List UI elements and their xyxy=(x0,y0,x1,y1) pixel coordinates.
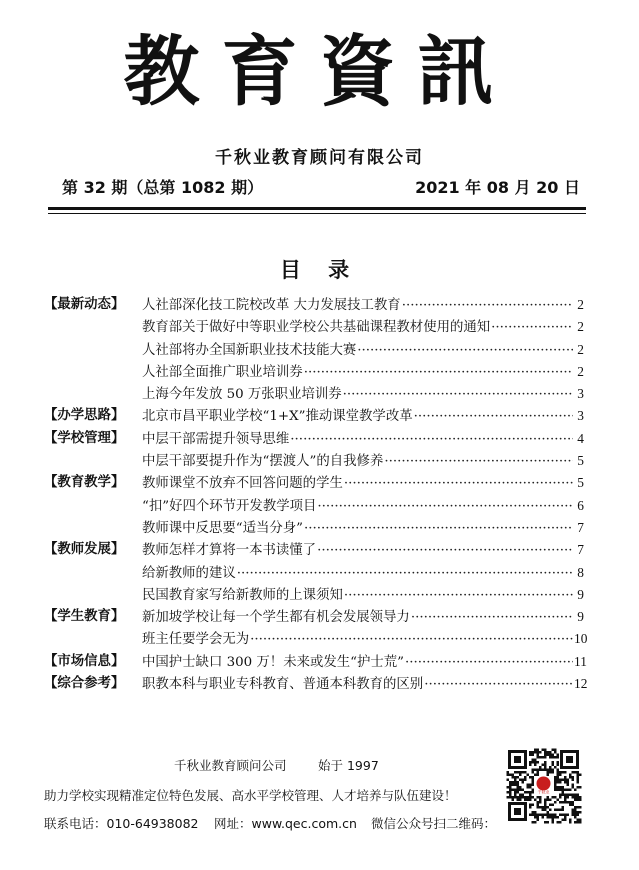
toc-entry-title[interactable]: 中层干部需提升领导思维 xyxy=(142,431,290,447)
toc-entry-title[interactable]: 班主任要学会无为 xyxy=(142,632,250,648)
leader-dots xyxy=(384,451,573,473)
leader-dots xyxy=(344,473,573,495)
toc-category: 【学校管理】 xyxy=(44,430,125,446)
toc-page-number: 4 xyxy=(577,430,584,446)
footer-wechat: 微信公众号扫二维码： xyxy=(371,816,497,831)
toc-category: 【办学思路】 xyxy=(44,408,125,424)
masthead-title: 教育資訊 xyxy=(123,27,516,116)
toc-category: 【学生教育】 xyxy=(44,609,125,625)
leader-dots xyxy=(250,629,573,651)
footer-website[interactable]: 网址：www.qec.com.cn xyxy=(214,816,357,831)
header-rule-thin xyxy=(48,213,586,214)
toc-row[interactable] xyxy=(44,584,584,606)
toc-entry-title[interactable]: 新加坡学校让每一个学生都有机会发展领导力 xyxy=(142,610,410,626)
toc-category: 【教师发展】 xyxy=(44,542,125,558)
toc-page-number: 5 xyxy=(577,475,584,491)
toc-entry-title[interactable]: 教师怎样才算将一本书读懂了 xyxy=(142,543,317,559)
logo-icon xyxy=(537,777,551,791)
toc-page-number: 7 xyxy=(577,519,584,535)
toc-page-number: 2 xyxy=(577,297,584,312)
leader-dots xyxy=(411,607,573,629)
footer-company: 千秋业教育顾问公司 xyxy=(174,758,287,773)
toc-entry-title[interactable]: 职教本科与职业专科教育、普通本科教育的区别 xyxy=(142,677,424,693)
footer-since: 始于 1997 xyxy=(318,758,379,773)
leader-dots xyxy=(304,518,573,540)
toc-entry-title[interactable]: 上海今年发放 50 万张职业培训券 xyxy=(142,387,342,403)
toc-category: 【教育教学】 xyxy=(44,475,125,491)
leader-dots xyxy=(414,406,573,428)
leader-dots xyxy=(405,652,573,674)
issue-date: 2021 年 08 月 20 日 xyxy=(415,178,580,197)
toc-page-number: 2 xyxy=(577,363,584,379)
toc-row[interactable] xyxy=(44,495,584,517)
toc-entry-title[interactable]: 给新教师的建议 xyxy=(142,565,236,581)
toc-page-number: 2 xyxy=(577,319,584,335)
toc-row[interactable] xyxy=(44,673,588,695)
qr-logo-text: 千秋业 xyxy=(537,789,550,795)
table-of-contents xyxy=(44,294,588,695)
toc-entry-title[interactable]: 人社部全面推广职业培训券 xyxy=(142,364,303,380)
toc-row[interactable] xyxy=(44,428,584,450)
toc-title: 目 录 xyxy=(279,258,360,282)
toc-category: 【综合参考】 xyxy=(44,676,125,692)
toc-row[interactable] xyxy=(44,539,584,561)
toc-row[interactable] xyxy=(44,383,584,405)
toc-row[interactable] xyxy=(44,517,584,539)
toc-page-number: 2 xyxy=(577,341,584,357)
toc-entry-title[interactable]: “扣”好四个环节开发教学项目 xyxy=(142,498,317,514)
toc-row[interactable] xyxy=(44,361,584,383)
toc-row[interactable] xyxy=(44,294,584,316)
leader-dots xyxy=(491,317,573,339)
toc-entry-title[interactable]: 北京市昌平职业学校“1+X”推动课堂教学改革 xyxy=(142,409,413,425)
issue-number: 第 32 期（总第 1082 期） xyxy=(62,178,264,197)
leader-dots xyxy=(317,540,573,562)
toc-entry-title[interactable]: 教师课堂不放弃不回答问题的学生 xyxy=(142,476,343,492)
toc-row[interactable] xyxy=(44,628,588,650)
toc-page-number: 11 xyxy=(574,653,587,669)
toc-entry-title[interactable]: 人社部深化技工院校改革 大力发展技工教育 xyxy=(142,298,401,313)
leader-dots xyxy=(402,295,573,317)
toc-page-number: 9 xyxy=(577,609,584,625)
issue-info xyxy=(62,175,580,199)
footer-slogan: 助力学校实现精准定位特色发展、高水平学校管理、人才培养与队伍建设！ xyxy=(44,788,457,803)
company-name: 千秋业教育顾问有限公司 xyxy=(215,148,424,168)
toc-page-number: 10 xyxy=(574,631,588,647)
leader-dots xyxy=(357,340,573,362)
toc-page-number: 6 xyxy=(577,497,584,513)
leader-dots xyxy=(344,585,573,607)
toc-entry-title[interactable]: 教师课中反思要“适当分身” xyxy=(142,520,303,536)
toc-row[interactable] xyxy=(44,450,584,472)
toc-entry-title[interactable]: 中国护士缺口 300 万！未来或发生“护士荒” xyxy=(142,654,405,670)
toc-page-number: 3 xyxy=(577,408,584,424)
toc-page-number: 12 xyxy=(574,676,588,692)
toc-row[interactable] xyxy=(44,651,587,673)
toc-row[interactable] xyxy=(44,606,584,628)
toc-page-number: 8 xyxy=(577,564,584,580)
toc-entry-title[interactable]: 教育部关于做好中等职业学校公共基础课程教材使用的通知 xyxy=(142,320,491,336)
toc-category: 【市场信息】 xyxy=(44,653,125,669)
wechat-qr-code-icon[interactable] xyxy=(505,747,582,824)
toc-entry-title[interactable]: 民国教育家写给新教师的上课须知 xyxy=(142,587,343,603)
leader-dots xyxy=(290,429,573,451)
leader-dots xyxy=(304,362,573,384)
header-rule-thick xyxy=(48,207,586,210)
leader-dots xyxy=(317,496,573,518)
toc-row[interactable] xyxy=(44,472,584,494)
toc-page-number: 7 xyxy=(577,542,584,558)
toc-page-number: 5 xyxy=(577,453,584,469)
toc-entry-title[interactable]: 中层干部要提升作为“摆渡人”的自我修养 xyxy=(142,454,384,470)
toc-category: 【最新动态】 xyxy=(44,297,125,312)
toc-page-number: 3 xyxy=(577,386,584,402)
leader-dots xyxy=(424,674,573,696)
toc-row[interactable] xyxy=(44,405,584,427)
toc-page-number: 9 xyxy=(577,586,584,602)
toc-entry-title[interactable]: 人社部将办全国新职业技术技能大赛 xyxy=(142,342,357,358)
toc-row[interactable] xyxy=(44,339,584,361)
leader-dots xyxy=(237,563,573,585)
footer-phone: 联系电话：010-64938082 xyxy=(44,816,199,831)
leader-dots xyxy=(343,384,573,406)
toc-row[interactable] xyxy=(44,316,584,338)
toc-row[interactable] xyxy=(44,562,584,584)
